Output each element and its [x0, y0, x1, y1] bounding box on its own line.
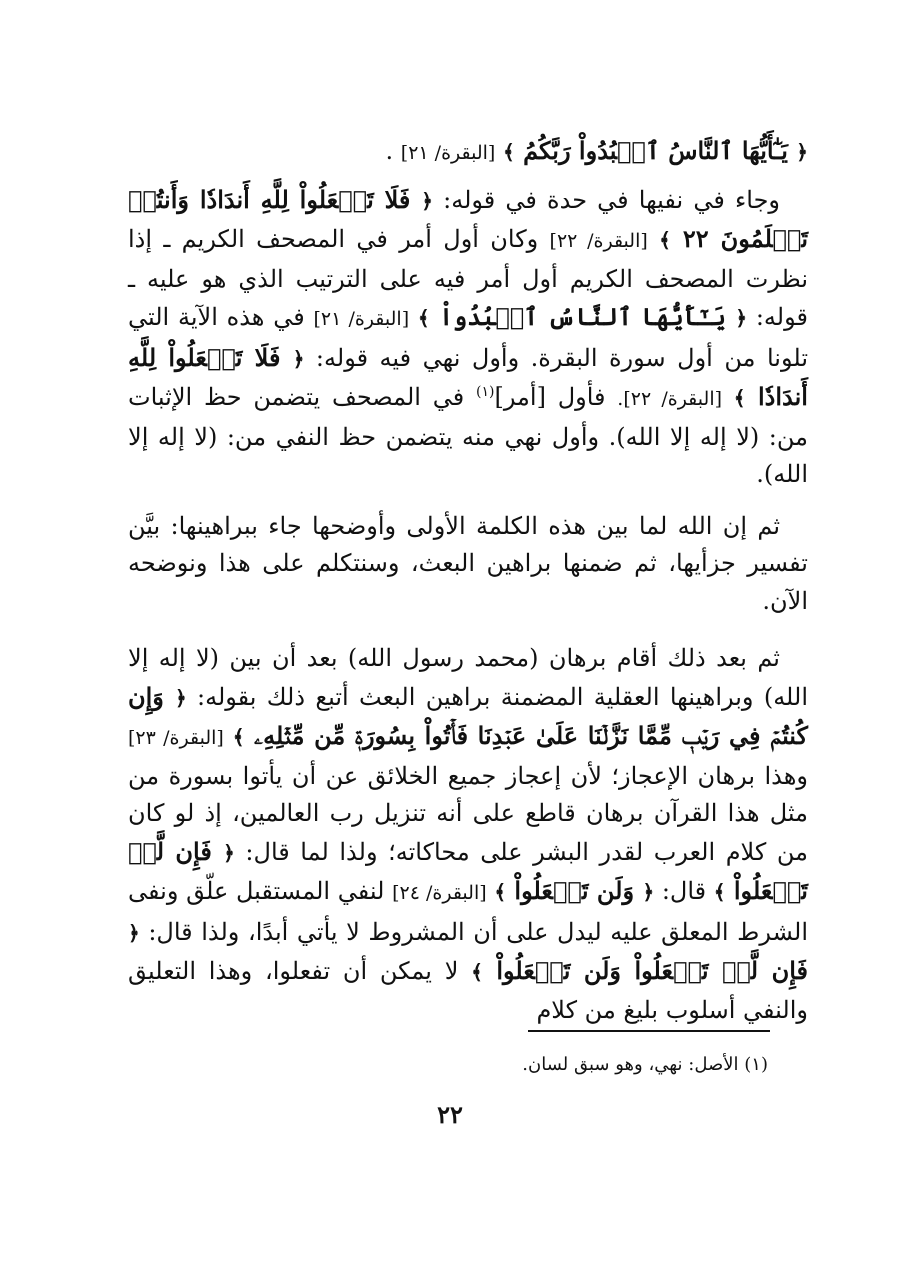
footnote-divider: [528, 1030, 770, 1032]
body-text: وجاء في نفيها في حدة في قوله:: [443, 185, 780, 214]
quran-verse: ﴿ فَإِن لَّمۡ تَفۡعَلُواْ ﴾: [128, 836, 808, 905]
verse-reference: [البقرة/ ٢١]: [400, 142, 496, 164]
footnote-text: الأصل: نهي، وهو سبق لسان.: [522, 1054, 739, 1075]
quran-verse: ﴿ فَلَا تَجۡعَلُواْ لِلَّهِ أَندَادٗا وَأَنتُمۡ تَعۡلَمُونَ ٢٢ ﴾: [128, 184, 809, 253]
paragraph-3: ثم إن الله لما بين هذه الكلمة الأولى وأوضحها جاء ببراهينها: بيَّن تفسير جزأيها، ثم ضمنها براهين البعث، وسنتكلم على هذا ونوضحه الآن.: [128, 511, 808, 615]
body-text: في المصحف يتضمن حظ الإثبات من: (لا إله إلا الله). وأول نهي منه يتضمن حظ النفي من: (لا إله إلا الله).: [128, 383, 808, 488]
paragraph-1: ﴿ يَـٰٓأَيُّهَا ٱلنَّاسُ ٱعۡبُدُواْ رَبَّكُمُ ﴾ [البقرة/ ٢١] .: [385, 136, 808, 165]
quran-verse: ﴿ فَإِن لَّمۡ تَفۡعَلُواْ وَلَن تَفۡعَلُواْ ﴾: [128, 920, 808, 985]
verse-reference: [البقرة/ ٢٣]: [128, 727, 224, 749]
footnote-number: (١): [744, 1054, 768, 1075]
body-text: قال:: [661, 877, 707, 905]
quran-verse: ﴿ يَـٰٓأَيُّهَا ٱلنَّاسُ ٱعۡبُدُواْ ﴾: [417, 302, 748, 331]
footnote-marker: (١): [475, 384, 495, 400]
quran-verse: ﴿ فَلَا تَجۡعَلُواْ لِلَّهِ أَندَادٗا ﴾: [128, 342, 808, 411]
body-text: لا يمكن أن تفعلوا، وهذا التعليق والنفي أسلوب بليغ من كلام: [128, 957, 808, 1024]
quran-verse: ﴿ وَلَن تَفۡعَلُواْ ﴾: [494, 876, 655, 905]
footnote: [300, 1052, 768, 1078]
body-text: فأول [أمر]: [494, 383, 606, 411]
body-text: لنفي المستقبل علّق ونفى الشرط المعلق عليه ليدل على أن المشروط لا يأتي أبدًا، ولذا قال:: [128, 877, 808, 946]
verse-reference: [البقرة/ ٢٤]: [392, 882, 487, 904]
quran-verse: ﴿ وَإِن كُنتُمۡ فِي رَيۡبٖ مِّمَّا نَزَّلۡنَا عَلَىٰ عَبۡدِنَا فَأۡتُواْ بِسُورَةٖ مِّن مِّثۡلِهِۦ ﴾: [128, 681, 808, 750]
body-text: ثم بعد ذلك أقام برهان (محمد رسول الله) بعد أن بين (لا إله إلا الله) وبراهينها العقلية المضمنة براهين البعث أتبع ذلك بقوله:: [128, 644, 808, 711]
body-text: وكان أول أمر في المصحف الكريم ـ إذا نظرت المصحف الكريم أول أمر فيه على الترتيب الذي هو عليه ـ قوله:: [128, 225, 809, 331]
page-body: [128, 132, 808, 1029]
verse-reference: [البقرة/ ٢١]: [313, 308, 410, 330]
verse-reference: [البقرة/ ٢٢]: [549, 230, 648, 252]
page-number: ٢٢: [437, 1100, 463, 1129]
paragraph-2: [128, 181, 808, 494]
body-text: في هذه الآية التي تلونا من أول سورة البقرة. وأول نهي فيه قوله:: [128, 303, 808, 372]
verse-reference: [البقرة/ ٢٢].: [617, 388, 723, 410]
body-text: وهذا برهان الإعجاز؛ لأن إعجاز جميع الخلائق عن أن يأتوا بسورة من مثل هذا القرآن برهان قاطع على أنه تنزيل رب العالمين، إذ لو كان من كلام العرب لقدر البشر على محاكاته؛ ولذا لما قال:: [128, 761, 809, 866]
paragraph-4: [128, 640, 808, 1029]
quran-verse: ﴿ يَـٰٓأَيُّهَا ٱلنَّاسُ ٱعۡبُدُواْ رَبَّكُمُ ﴾: [503, 136, 808, 165]
